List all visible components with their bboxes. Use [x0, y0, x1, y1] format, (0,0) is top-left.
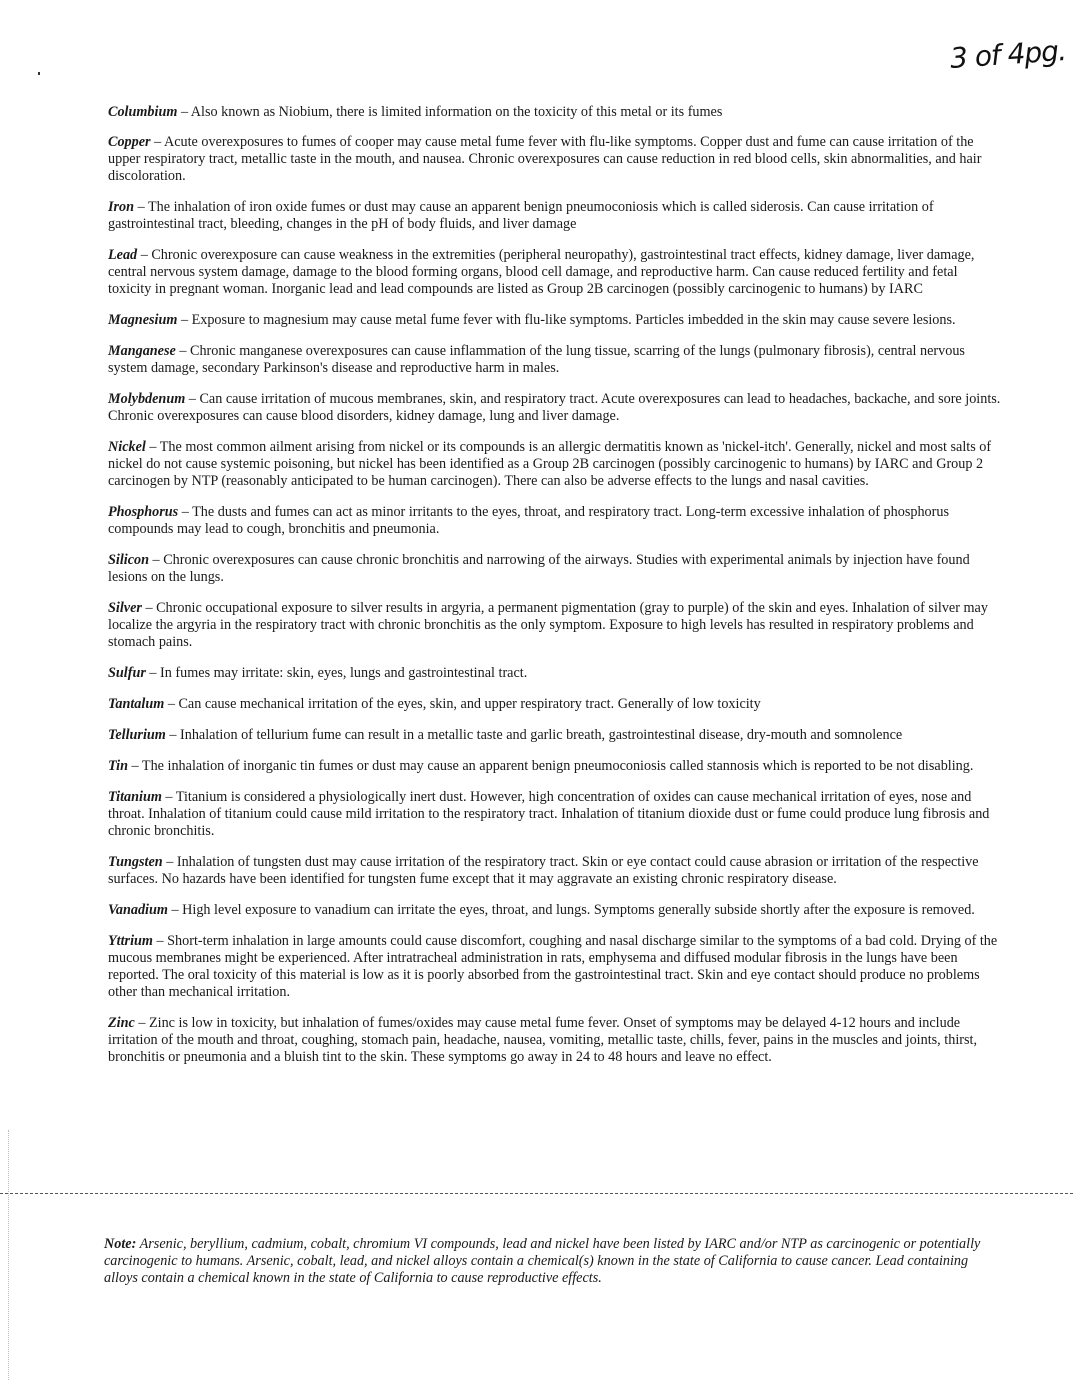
description: Short-term inhalation in large amounts could cause discomfort, coughing and nasal discharge similar to the symptoms of a bad cold. Drying of the mucous membranes might be experienced. After intratracheal administration in rats, emphysema and diffused modular fibrosis in the lungs have been reported. The oral toxicity of this material is low as it is poorly absorbed from the gastrointestinal tract. Skin and eye contact should produce no problems other than mechanical irritation. — [108, 933, 998, 1000]
entry-silicon: Silicon – Chronic overexposures can cause chronic bronchitis and narrowing of the airways. Studies with experimental animals by injection have found lesions on the lungs. — [108, 552, 970, 585]
term: Molybdenum — [108, 391, 186, 407]
entry-yttrium: Yttrium – Short-term inhalation in large amounts could cause discomfort, coughing and nasal discharge similar to the symptoms of a bad cold. Drying of the mucous membranes might be experienced. After intratracheal administration in rats, emphysema and diffused modular fibrosis in the lungs have been reported. The oral toxicity of this material is low as it is poorly absorbed from the gastrointestinal tract. Skin and eye contact should produce no problems other than mechanical irritation. — [108, 933, 998, 1000]
term: Silicon — [108, 552, 149, 568]
term: Sulfur — [108, 665, 146, 681]
entry-molybdenum: Molybdenum – Can cause irritation of mucous membranes, skin, and respiratory tract. Acute overexposures can lead to headaches, backache, and sore joints. Chronic overexposures can cause blood disorders, kidney damage, lung and liver damage. — [108, 391, 1001, 424]
term: Iron — [108, 199, 135, 215]
term: Manganese — [108, 343, 176, 359]
scan-edge — [8, 1130, 9, 1380]
entry-tellurium: Tellurium – Inhalation of tellurium fume can result in a metallic taste and garlic breath, gastrointestinal disease, dry-mouth and somnolence — [108, 727, 903, 743]
entry-iron: Iron – The inhalation of iron oxide fumes or dust may cause an apparent benign pneumoconiosis which is called siderosis. Can cause irritation of gastrointestinal tract, bleeding, changes in the pH of body fluids, and liver damage — [108, 199, 934, 232]
description: Chronic overexposure can cause weakness in the extremities (peripheral neuropathy), gastrointestinal tract effects, kidney damage, liver damage, central nervous system damage, damage to the blood forming organs, blood cell damage, and reproductive harm. Can cause reduced fertility and fetal toxicity in pregnant woman. Inorganic lead and lead compounds are listed as Group 2B carcinogen (possibly carcinogenic to humans) by IARC — [108, 247, 975, 297]
term: Lead — [108, 247, 138, 263]
dashed-divider — [0, 1193, 1073, 1194]
description: Inhalation of tungsten dust may cause irritation of the respiratory tract. Skin or eye contact could cause abrasion or irritation of the respective surfaces. No hazards have been identified for tungsten fume except that it may aggravate an existing chronic respiratory disease. — [108, 854, 979, 887]
term: Magnesium — [108, 312, 178, 328]
note-label: Note: — [104, 1236, 137, 1253]
term: Nickel — [108, 439, 146, 455]
scan-mark — [38, 72, 40, 75]
term: Tellurium — [108, 727, 166, 743]
description: The inhalation of iron oxide fumes or dust may cause an apparent benign pneumoconiosis which is called siderosis. Can cause irritation of gastrointestinal tract, bleeding, changes in the pH of body fluids, and liver damage — [108, 199, 934, 232]
description: Chronic manganese overexposures can cause inflammation of the lung tissue, scarring of the lungs (pulmonary fibrosis), central nervous system damage, secondary Parkinson's disease and reproductive harm in males. — [108, 343, 965, 376]
term: Zinc — [108, 1015, 135, 1031]
description: The most common ailment arising from nickel or its compounds is an allergic dermatitis known as 'nickel-itch'. Generally, nickel and most salts of nickel do not cause systemic poisoning, but nickel has been identified as a Group 2B carcinogen (possibly carcinogenic to humans) by IARC and Group 2 carcinogen by NTP (reasonably anticipated to be human carcinogen). There can also be adverse effects to the lungs and nasal cavities. — [108, 439, 992, 489]
entry-vanadium: Vanadium – High level exposure to vanadium can irritate the eyes, throat, and lungs. Symptoms generally subside shortly after the exposure is removed. — [108, 902, 975, 918]
entry-tin: Tin – The inhalation of inorganic tin fumes or dust may cause an apparent benign pneumoconiosis called stannosis which is reported to be not disabling. — [108, 758, 974, 774]
term: Tin — [108, 758, 128, 774]
term: Copper — [108, 134, 151, 150]
entry-manganese: Manganese – Chronic manganese overexposures can cause inflammation of the lung tissue, scarring of the lungs (pulmonary fibrosis), central nervous system damage, secondary Parkinson's disease and reproductive harm in males. — [108, 343, 965, 376]
entry-nickel: Nickel – The most common ailment arising from nickel or its compounds is an allergic dermatitis known as 'nickel-itch'. Generally, nickel and most salts of nickel do not cause systemic poisoning, but nickel has been identified as a Group 2B carcinogen (possibly carcinogenic to humans) by IARC and Group 2 carcinogen by NTP (reasonably anticipated to be human carcinogen). There can also be adverse effects to the lungs and nasal cavities. — [108, 439, 992, 489]
entry-copper: Copper – Acute overexposures to fumes of cooper may cause metal fume fever with flu-like symptoms. Copper dust and fume can cause irritation of the upper respiratory tract, metallic taste in the mouth, and nausea. Chronic overexposures can cause reduction in red blood cells, skin abnormalities, and hair discoloration. — [108, 134, 982, 184]
entry-phosphorus: Phosphorus – The dusts and fumes can act as minor irritants to the eyes, throat, and respiratory tract. Long-term excessive inhalation of phosphorus compounds may lead to cough, bronchitis and pneumonia. — [108, 504, 949, 537]
metal-toxicity-list — [108, 104, 1003, 1080]
entry-silver: Silver – Chronic occupational exposure to silver results in argyria, a permanent pigmentation (gray to purple) of the skin and eyes. Inhalation of silver may localize the argyria in the respiratory tract with chronic bronchitis as the only symptom. Exposure to high levels has resulted in respiratory problems and stomach pains. — [108, 600, 988, 650]
term: Phosphorus — [108, 504, 179, 520]
entry-columbium: Columbium – Also known as Niobium, there is limited information on the toxicity of this metal or its fumes — [108, 104, 723, 120]
term: Silver — [108, 600, 142, 616]
term: Vanadium — [108, 902, 168, 918]
term: Tungsten — [108, 854, 163, 870]
entry-magnesium: Magnesium – Exposure to magnesium may cause metal fume fever with flu-like symptoms. Particles imbedded in the skin may cause severe lesions. — [108, 312, 956, 328]
description: Also known as Niobium, there is limited information on the toxicity of this metal or its fumes — [190, 104, 723, 120]
description: The inhalation of inorganic tin fumes or dust may cause an apparent benign pneumoconiosis called stannosis which is reported to be not disabling. — [141, 758, 974, 774]
description: Inhalation of tellurium fume can result in a metallic taste and garlic breath, gastrointestinal disease, dry-mouth and somnolence — [180, 727, 903, 743]
description: Zinc is low in toxicity, but inhalation of fumes/oxides may cause metal fume fever. Onset of symptoms may be delayed 4-12 hours and include irritation of the mouth and throat, coughing, stomach pain, headache, nausea, vomiting, metallic taste, chills, fever, pains in the muscles and joints, thirst, bronchitis or pneumonia and a bluish tint to the skin. These symptoms go away in 24 to 48 hours and leave no effect. — [108, 1015, 977, 1065]
description: Titanium is considered a physiologically inert dust. However, high concentration of oxides can cause mechanical irritation of eyes, nose and throat. Inhalation of titanium could cause mild irritation to the respiratory tract. Inhalation of titanium dioxide dust or fume could produce lung fibrosis and chronic bronchitis. — [108, 789, 990, 839]
entry-titanium: Titanium – Titanium is considered a physiologically inert dust. However, high concentration of oxides can cause mechanical irritation of eyes, nose and throat. Inhalation of titanium could cause mild irritation to the respiratory tract. Inhalation of titanium dioxide dust or fume could produce lung fibrosis and chronic bronchitis. — [108, 789, 990, 839]
description: Can cause irritation of mucous membranes, skin, and respiratory tract. Acute overexposures can lead to headaches, backache, and sore joints. Chronic overexposures can cause blood disorders, kidney damage, lung and liver damage. — [108, 391, 1001, 424]
entry-lead: Lead – Chronic overexposure can cause weakness in the extremities (peripheral neuropathy), gastrointestinal tract effects, kidney damage, liver damage, central nervous system damage, damage to the blood forming organs, blood cell damage, and reproductive harm. Can cause reduced fertility and fetal toxicity in pregnant woman. Inorganic lead and lead compounds are listed as Group 2B carcinogen (possibly carcinogenic to humans) by IARC — [108, 247, 975, 297]
term: Tantalum — [108, 696, 165, 712]
description: Acute overexposures to fumes of cooper may cause metal fume fever with flu-like symptoms. Copper dust and fume can cause irritation of the upper respiratory tract, metallic taste in the mouth, and nausea. Chronic overexposures can cause reduction in red blood cells, skin abnormalities, and hair discoloration. — [108, 134, 982, 184]
handwritten-page-number: 3 of 4pg. — [948, 33, 1067, 76]
note-text: Arsenic, beryllium, cadmium, cobalt, chromium VI compounds, lead and nickel have been listed by IARC and/or NTP as carcinogenic or potentially carcinogenic to humans. Arsenic, cobalt, lead, and nickel alloys contain a chemical(s) known in the state of California to cause cancer. Lead containing alloys contain a chemical known in the state of California to cause reproductive effects. — [104, 1236, 981, 1287]
description: Chronic overexposures can cause chronic bronchitis and narrowing of the airways. Studies with experimental animals by injection have found lesions on the lungs. — [108, 552, 970, 585]
description: Can cause mechanical irritation of the eyes, skin, and upper respiratory tract. Generally of low toxicity — [178, 696, 761, 712]
entry-sulfur: Sulfur – In fumes may irritate: skin, eyes, lungs and gastrointestinal tract. — [108, 665, 528, 681]
description: The dusts and fumes can act as minor irritants to the eyes, throat, and respiratory tract. Long-term excessive inhalation of phosphorus compounds may lead to cough, bronchitis and pneumonia. — [108, 504, 949, 537]
term: Yttrium — [108, 933, 153, 949]
entry-tungsten: Tungsten – Inhalation of tungsten dust may cause irritation of the respiratory tract. Skin or eye contact could cause abrasion or irritation of the respective surfaces. No hazards have been identified for tungsten fume except that it may aggravate an existing chronic respiratory disease. — [108, 854, 979, 887]
term: Columbium — [108, 104, 178, 120]
description: Exposure to magnesium may cause metal fume fever with flu-like symptoms. Particles imbedded in the skin may cause severe lesions. — [191, 312, 956, 328]
entry-tantalum: Tantalum – Can cause mechanical irritation of the eyes, skin, and upper respiratory tract. Generally of low toxicity — [108, 696, 761, 712]
description: High level exposure to vanadium can irritate the eyes, throat, and lungs. Symptoms generally subside shortly after the exposure is removed. — [182, 902, 975, 918]
carcinogen-note — [104, 1236, 1004, 1287]
term: Titanium — [108, 789, 162, 805]
description: Chronic occupational exposure to silver results in argyria, a permanent pigmentation (gray to purple) of the skin and eyes. Inhalation of silver may localize the argyria in the respiratory tract with chronic bronchitis as the only symptom. Exposure to high levels has resulted in respiratory problems and stomach pains. — [108, 600, 988, 650]
description: In fumes may irritate: skin, eyes, lungs and gastrointestinal tract. — [160, 665, 528, 681]
entry-zinc: Zinc – Zinc is low in toxicity, but inhalation of fumes/oxides may cause metal fume fever. Onset of symptoms may be delayed 4-12 hours and include irritation of the mouth and throat, coughing, stomach pain, headache, nausea, vomiting, metallic taste, chills, fever, pains in the muscles and joints, thirst, bronchitis or pneumonia and a bluish tint to the skin. These symptoms go away in 24 to 48 hours and leave no effect. — [108, 1015, 977, 1065]
